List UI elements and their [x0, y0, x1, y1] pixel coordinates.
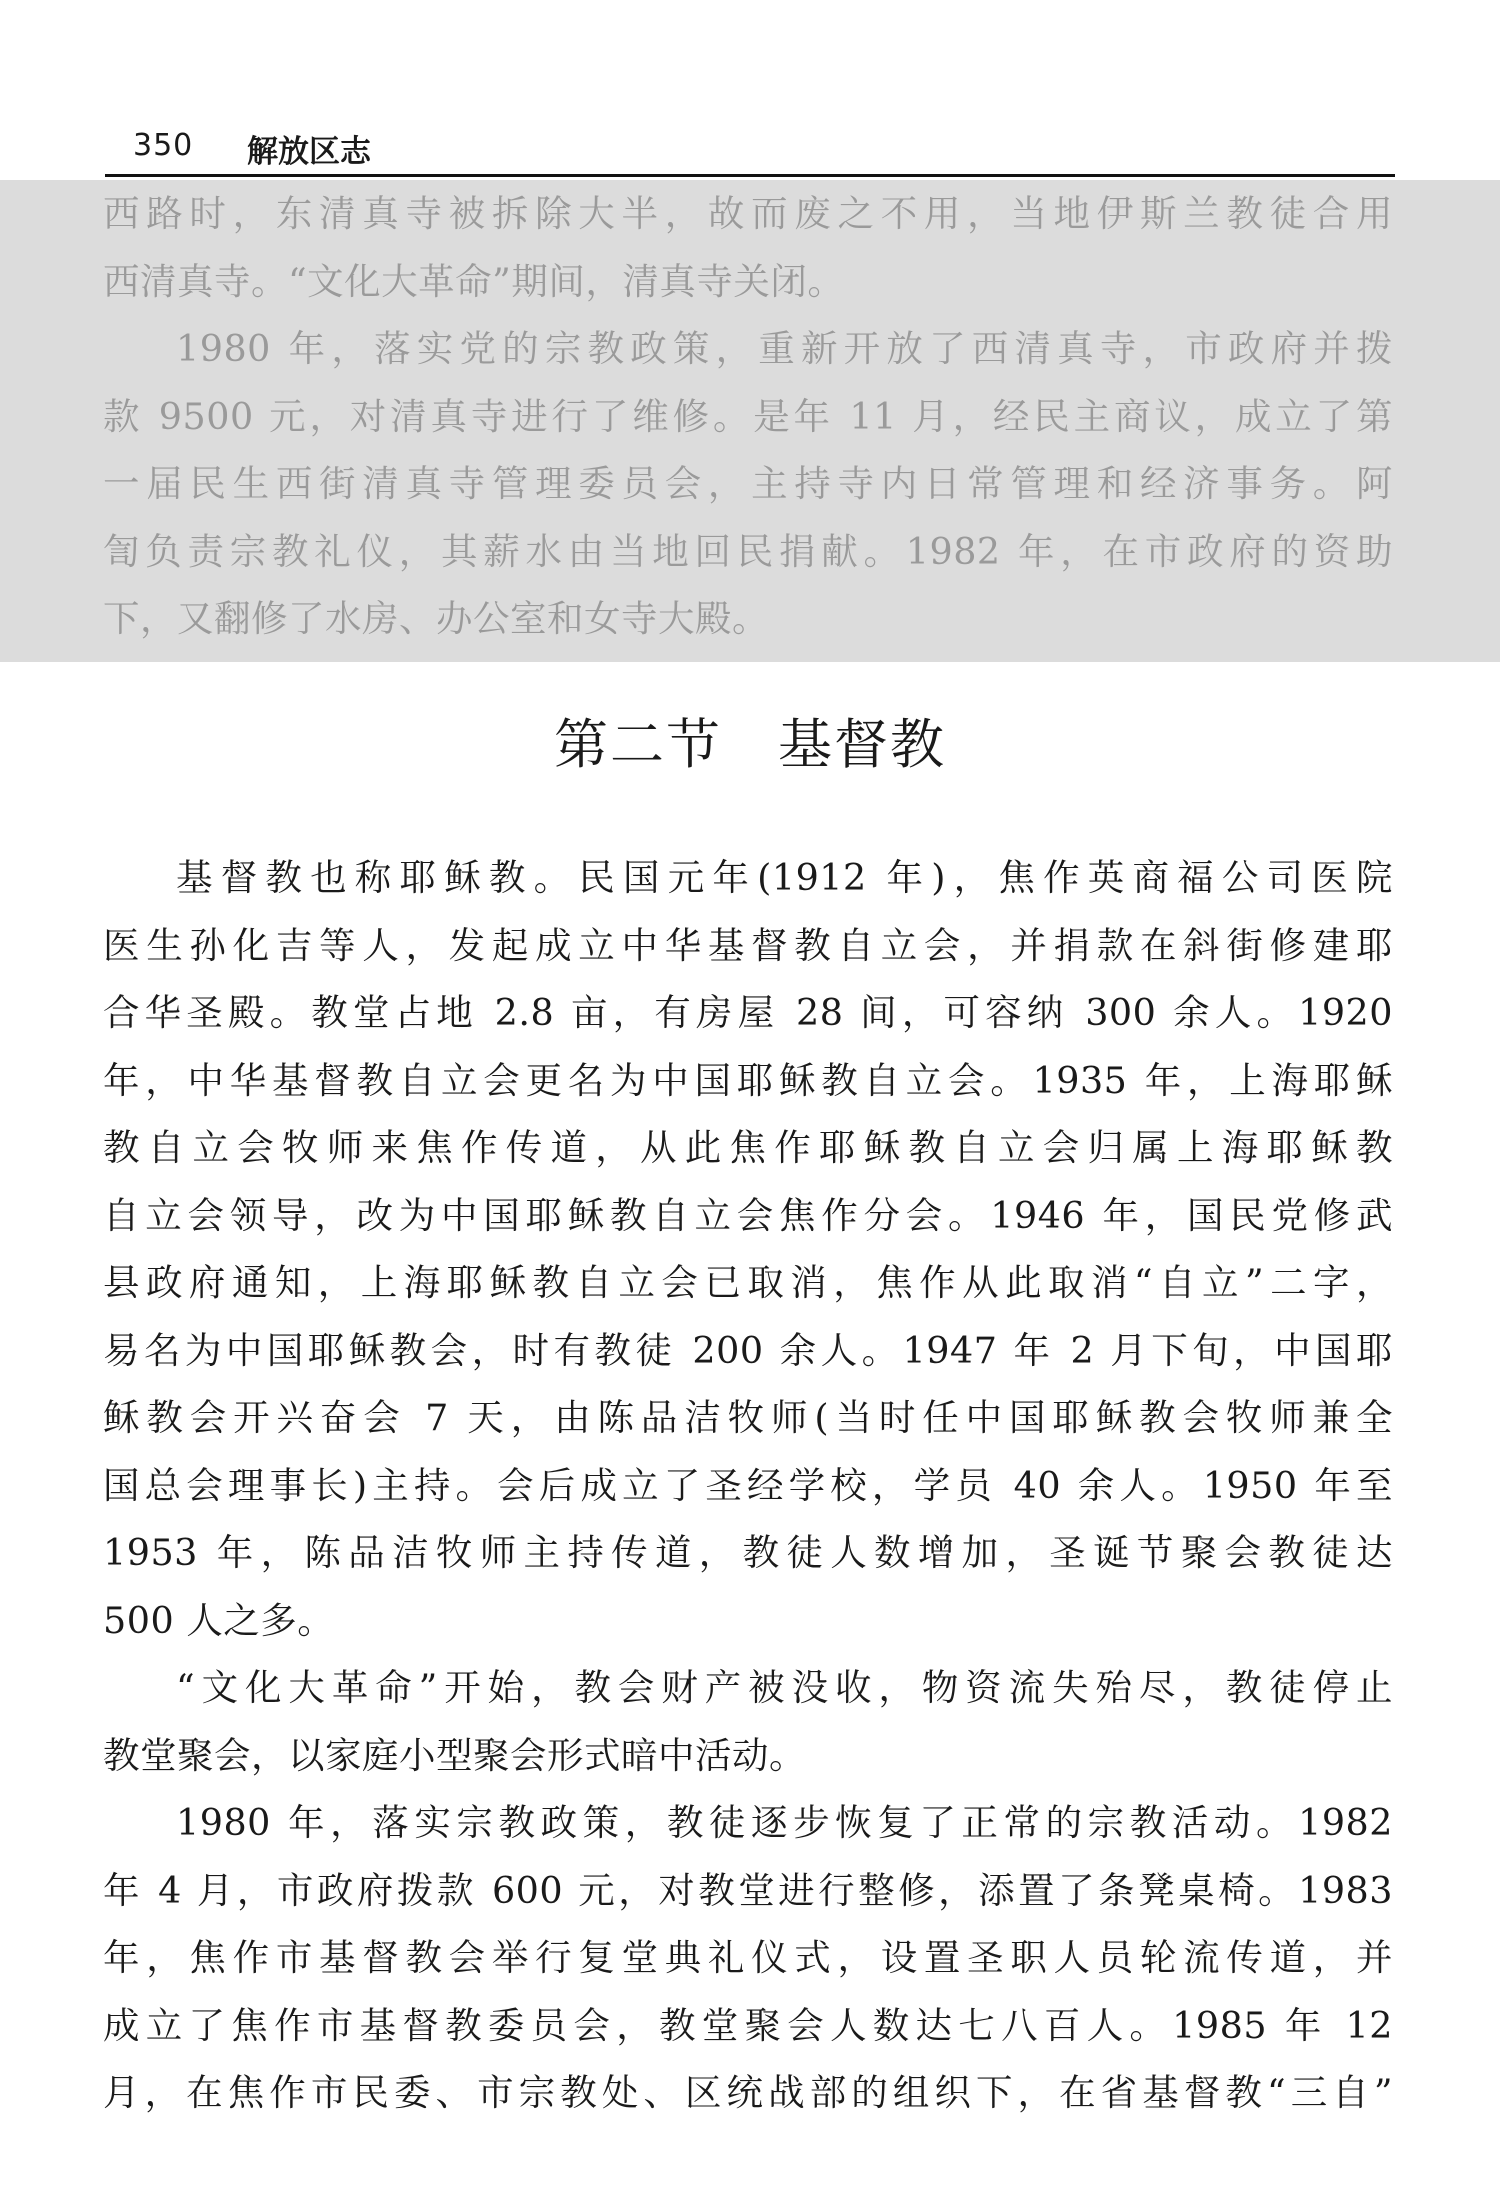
faded-text-block: [103, 180, 1393, 653]
body-line: 稣教会开兴奋会 7 天，由陈品洁牧师(当时任中国耶稣教会牧师兼全: [103, 1396, 1393, 1439]
body-text-block: [103, 844, 1393, 2127]
body-line: 1953 年，陈品洁牧师主持传道，教徒人数增加，圣诞节聚会教徒达: [103, 1531, 1393, 1574]
body-line: 教自立会牧师来焦作传道，从此焦作耶稣教自立会归属上海耶稣教: [103, 1126, 1393, 1169]
body-line: 医生孙化吉等人，发起成立中华基督教自立会，并捐款在斜街修建耶: [103, 923, 1393, 967]
body-line: 年，焦作市基督教会举行复堂典礼仪式，设置圣职人员轮流传道，并: [103, 1936, 1393, 1979]
body-line: “文化大革命”开始，教会财产被没收，物资流失殆尽，教徒停止: [176, 1666, 1393, 1709]
section-title: 基督教: [778, 713, 946, 776]
body-line: 合华圣殿。教堂占地 2.8 亩，有房屋 28 间，可容纳 300 余人。1920: [103, 991, 1393, 1034]
faded-line: 訇负责宗教礼仪，其薪水由当地回民捐献。1982 年，在市政府的资助: [103, 529, 1393, 573]
book-title: 解放区志: [247, 134, 371, 170]
faded-line: 1980 年，落实党的宗教政策，重新开放了西清真寺，市政府并拨: [176, 327, 1393, 370]
faded-line: 款 9500 元，对清真寺进行了维修。是年 11 月，经民主商议，成立了第: [103, 394, 1393, 438]
header-rule: [105, 174, 1395, 177]
body-line: 县政府通知，上海耶稣教自立会已取消，焦作从此取消“自立”二字，: [103, 1261, 1393, 1304]
body-line: 易名为中国耶稣教会，时有教徒 200 余人。1947 年 2 月下旬，中国耶: [103, 1328, 1393, 1372]
section-number: 第二节: [554, 713, 722, 776]
body-line: 月，在焦作市民委、市宗教处、区统战部的组织下，在省基督教“三自”: [103, 2071, 1393, 2114]
faded-line: 下，又翻修了水房、办公室和女寺大殿。: [103, 597, 769, 640]
body-line: 年 4 月，市政府拨款 600 元，对教堂进行整修，添置了条凳桌椅。1983: [103, 1868, 1393, 1912]
faded-line: 一届民生西街清真寺管理委员会，主持寺内日常管理和经济事务。阿: [103, 462, 1393, 505]
faded-line: 西路时，东清真寺被拆除大半，故而废之不用，当地伊斯兰教徒合用: [103, 192, 1393, 235]
body-line: 国总会理事长)主持。会后成立了圣经学校，学员 40 余人。1950 年至: [103, 1463, 1393, 1507]
page-number: 350: [133, 128, 194, 163]
body-line: 年，中华基督教自立会更名为中国耶稣教自立会。1935 年，上海耶稣: [103, 1058, 1393, 1102]
body-line: 500 人之多。: [103, 1598, 335, 1642]
faded-line: 西清真寺。“文化大革命”期间，清真寺关闭。: [103, 259, 845, 303]
page-header: [105, 128, 1395, 170]
section-heading: [0, 702, 1500, 779]
body-line: 成立了焦作市基督教委员会，教堂聚会人数达七八百人。1985 年 12: [103, 2003, 1393, 2047]
body-line: 1980 年，落实宗教政策，教徒逐步恢复了正常的宗教活动。1982: [176, 1801, 1393, 1844]
body-line: 基督教也称耶稣教。民国元年(1912 年)，焦作英商福公司医院: [176, 856, 1393, 899]
body-line: 教堂聚会，以家庭小型聚会形式暗中活动。: [103, 1733, 806, 1777]
body-line: 自立会领导，改为中国耶稣教自立会焦作分会。1946 年，国民党修武: [103, 1193, 1393, 1237]
